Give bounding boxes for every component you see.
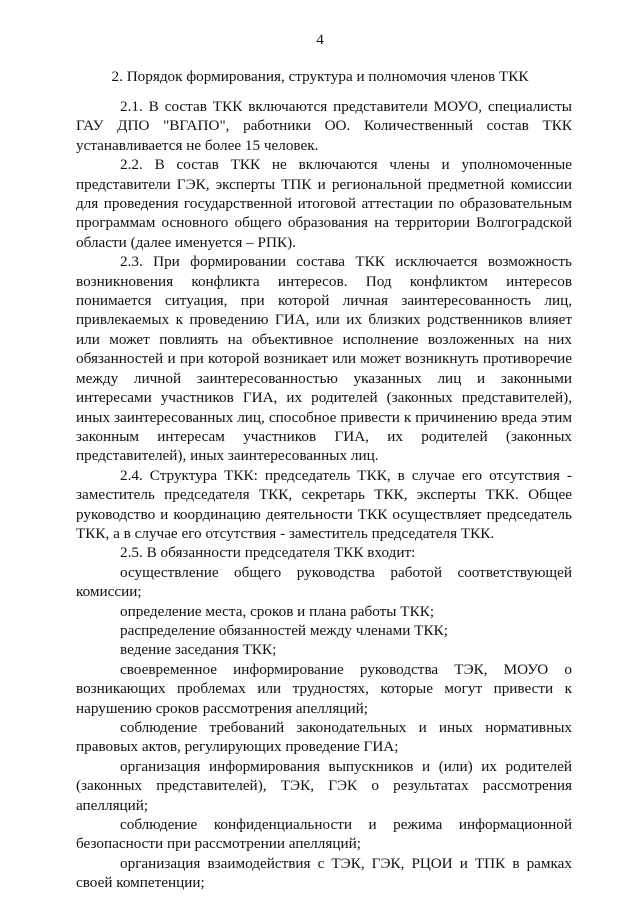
paragraph-2-1: 2.1. В состав ТКК включаются представители МОУО, специалисты ГАУ ДПО "ВГАПО", работники ОО. Количественный состав ТКК устанавливается не более 15 человек. <box>76 98 572 154</box>
duty-item: своевременное информирование руководства ТЭК, МОУО о возникающих проблемах или трудностях, которые могут привести к нарушению сроков рассмотрения апелляций; <box>76 660 572 717</box>
duty-item: организация взаимодействия с ТЭК, ГЭК, РЦОИ и ТПК в рамках своей компетенции; <box>76 854 572 892</box>
paragraph-2-3: 2.3. При формировании состава ТКК исключается возможность возникновения конфликта интересов. Под конфликтом интересов понимается ситуация, при которой личная заинтересованность лиц, привлекаемых к проведению ГИА, или их близких родственников влияет или может повлиять на объективное исполнение возложенных на них обязанностей и при которой возникает или может возникнуть противоречие между личной заинтересованностью указанных лиц и законными интересами участников ГИА, их родителей (законных представителей), иных заинтересованных лиц, способное привести к причинению вреда этим законным интересам участников ГИА, их родителей (законных представителей), иных заинтересованных лиц. <box>76 253 572 465</box>
page-number: 4 <box>316 31 324 48</box>
duty-item: определение места, сроков и плана работы ТКК; <box>120 602 435 620</box>
duty-item: осуществление общего руководства работой соответствующей комиссии; <box>76 563 572 601</box>
duty-item: ведение заседания ТКК; <box>120 641 277 659</box>
duty-item: организация информирования выпускников и (или) их родителей (законных представителей), ТЭК, ГЭК о результатах рассмотрения апелляций; <box>76 757 572 814</box>
duty-item: распределение обязанностей между членами ТКК; <box>120 621 448 639</box>
section-title: 2. Порядок формирования, структура и полномочия членов ТКК <box>111 68 529 85</box>
paragraph-2-4: 2.4. Структура ТКК: председатель ТКК, в случае его отсутствия - заместитель председателя ТКК, секретарь ТКК, эксперты ТКК. Общее руководство и координацию деятельности ТКК осуществляет председатель ТКК, а в случае его отсутствия - заместитель председателя ТКК. <box>76 466 572 542</box>
paragraph-2-2: 2.2. В состав ТКК не включаются члены и уполномоченные представители ГЭК, эксперты ТПК и региональной предметной комиссии для проведения государственной итоговой аттестации по образовательным программам основного общего образования на территории Волгоградской области (далее именуется – РПК). <box>76 156 572 251</box>
duty-item: соблюдение конфиденциальности и режима информационной безопасности при рассмотрении апелляций; <box>76 816 572 853</box>
duty-item: соблюдение требований законодательных и иных нормативных правовых актов, регулирующих проведение ГИА; <box>76 719 572 756</box>
document-body <box>76 97 572 893</box>
paragraph-2-5: 2.5. В обязанности председателя ТКК входит: <box>120 544 416 562</box>
